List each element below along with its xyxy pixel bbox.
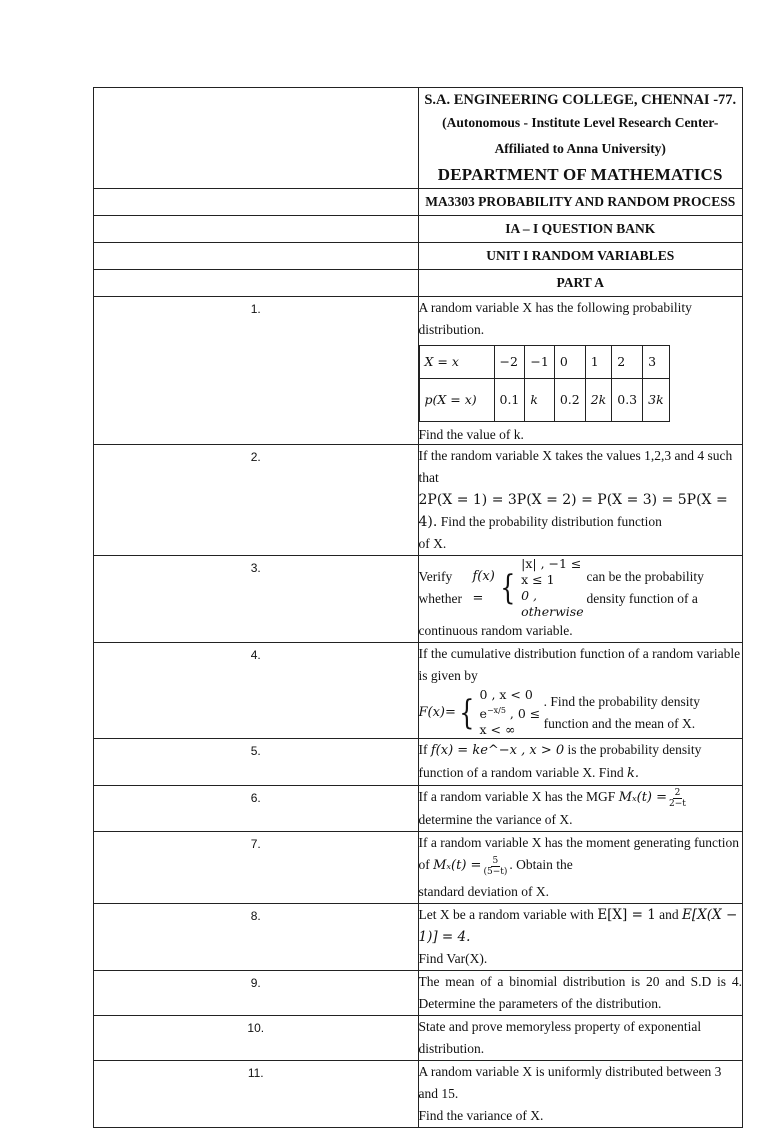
piecewise-cases: |x| , −1 ≤ x ≤ 1 0 , otherwise (521, 556, 584, 619)
header-row-unit (94, 243, 743, 270)
question-body: State and prove memoryless property of exponential distribution. (418, 1016, 743, 1061)
question-body (418, 297, 743, 445)
question-number: 8. (94, 904, 419, 971)
header-row-course (94, 189, 743, 216)
college-name: S.A. ENGINEERING COLLEGE, CHENNAI -77. (424, 92, 737, 108)
question-body: Let X be a random variable with E[X] = 1 and E[X(X − 1)] = 4. Find Var(X). (418, 904, 743, 971)
question-row-8 (94, 904, 743, 971)
question-row-1 (94, 297, 743, 445)
question-row-6 (94, 786, 743, 832)
question-row-4 (94, 643, 743, 739)
question-body: If f(x) = ke^−x , x > 0 is the probability density function of a random variable X. Find k. (418, 739, 743, 786)
question-body: Verify whether f(x) = { |x| , −1 ≤ x ≤ 1 0 , otherwise can be the probability density function of a continuous random variable. (418, 556, 743, 643)
header-row-institution (94, 88, 743, 189)
question-tail: Find the value of k. (418, 427, 524, 442)
question-row-3 (94, 556, 743, 643)
question-body: If a random variable X has the moment generating function of Mₓ(t) = $\frac{5}{(5-t)}$ . Obtain the standard deviation of X. (418, 832, 743, 904)
fraction: $\frac{5}{(5-t)}$ (483, 855, 508, 877)
distribution-row-x: X = x −2 −1 0 1 2 3 (419, 346, 669, 379)
question-number: 3. (94, 556, 419, 643)
question-row-7 (94, 832, 743, 904)
question-number: 5. (94, 739, 419, 786)
question-row-5 (94, 739, 743, 786)
affiliation-text: (Autonomous - Institute Level Research Center-Affiliated to Anna University) (442, 115, 719, 156)
question-row-10 (94, 1016, 743, 1061)
question-row-2 (94, 445, 743, 556)
fraction: $\frac{2}{2-t}$ (669, 787, 686, 809)
question-number: 9. (94, 971, 419, 1016)
question-bank-title: IA – I QUESTION BANK (418, 216, 743, 243)
header-row-bank (94, 216, 743, 243)
question-row-9 (94, 971, 743, 1016)
brace-symbol: { (459, 692, 475, 733)
distribution-row-p: p(X = x) 0.1 k 0.2 2k 0.3 3k (419, 379, 669, 422)
question-body: If the cumulative distribution function of a random variable is given by F(x)= { 0 , x < 0 $e^{-x/5}$ , 0 ≤ x < ∞ . Find the probability density function and the mean of X. (418, 643, 743, 739)
question-number: 1. (94, 297, 419, 445)
question-bank-table (93, 87, 743, 1128)
unit-title: UNIT I RANDOM VARIABLES (418, 243, 743, 270)
question-number: 6. (94, 786, 419, 832)
brace-symbol: { (500, 568, 516, 608)
question-bank-page (93, 87, 743, 1128)
header-cell (418, 88, 743, 189)
question-number: 11. (94, 1061, 419, 1128)
department-title: DEPARTMENT OF MATHEMATICS (437, 165, 723, 184)
header-empty-cell (94, 88, 419, 189)
question-body: The mean of a binomial distribution is 20 and S.D is 4. Determine the parameters of the distribution. (418, 971, 743, 1016)
question-number: 4. (94, 643, 419, 739)
header-row-part (94, 270, 743, 297)
question-body: A random variable X is uniformly distributed between 3 and 15. Find the variance of X. (418, 1061, 743, 1128)
question-row-11 (94, 1061, 743, 1128)
equation: 2P(X = 1) = 3P(X = 2) = P(X = 3) = 5P(X = 4). (418, 492, 728, 530)
question-body: If the random variable X takes the values 1,2,3 and 4 such that 2P(X = 1) = 3P(X = 2) = P(X = 3) = 5P(X = 4). Find the probability distribution function of X. (418, 445, 743, 556)
piecewise-cases: 0 , x < 0 $e^{-x/5}$ , 0 ≤ x < ∞ (479, 687, 541, 738)
question-body: If a random variable X has the MGF Mₓ(t) = $\frac{2}{2-t}$ determine the variance of X. (418, 786, 743, 832)
part-title: PART A (418, 270, 743, 297)
question-text: A random variable X has the following probability distribution. (418, 300, 692, 337)
course-title: MA3303 PROBABILITY AND RANDOM PROCESS (418, 189, 743, 216)
question-number: 10. (94, 1016, 419, 1061)
question-number: 7. (94, 832, 419, 904)
question-number: 2. (94, 445, 419, 556)
probability-distribution-table (419, 345, 670, 422)
